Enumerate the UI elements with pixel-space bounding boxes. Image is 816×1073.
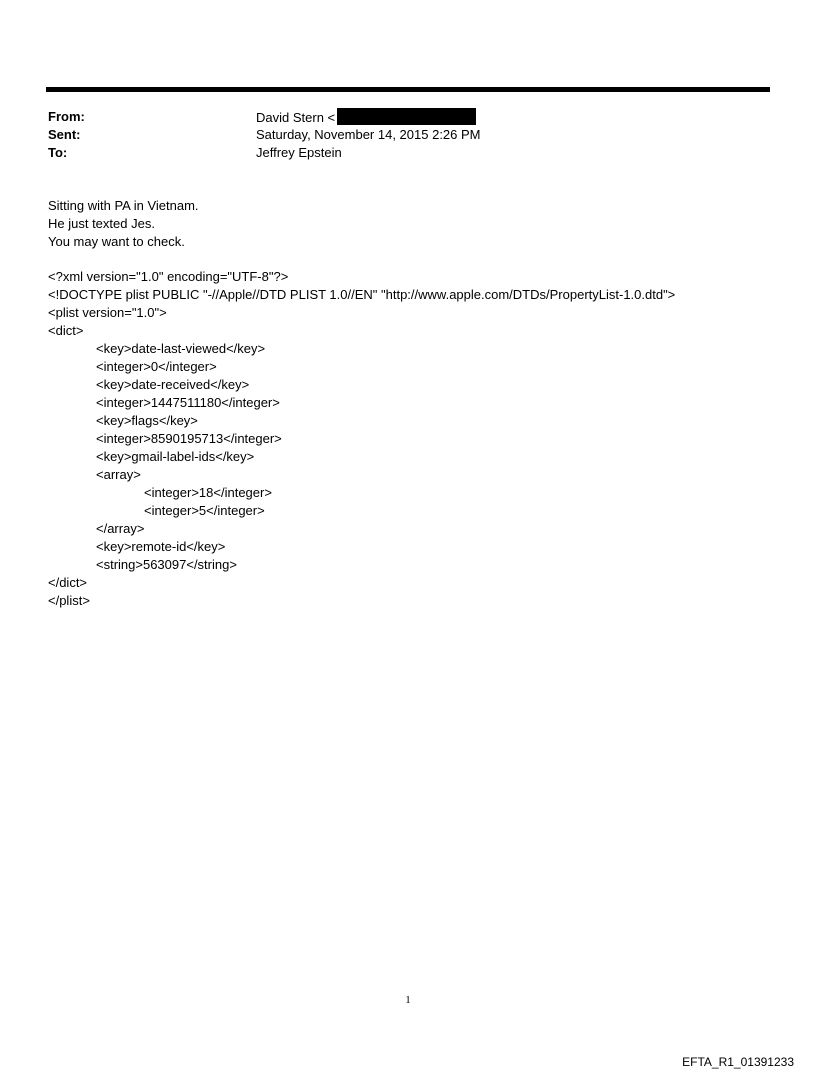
- code-line: </plist>: [48, 593, 90, 608]
- code-line: <key>gmail-label-ids</key>: [96, 449, 255, 464]
- code-line: <key>date-last-viewed</key>: [96, 341, 266, 356]
- sent-row: [48, 126, 748, 144]
- code-line: <integer>18</integer>: [144, 485, 272, 500]
- plist-metadata: [48, 268, 768, 610]
- body-line: Sitting with PA in Vietnam.: [48, 198, 199, 213]
- document-id: EFTA_R1_01391233: [682, 1055, 794, 1069]
- code-line: <array>: [96, 467, 141, 482]
- code-line: <key>flags</key>: [96, 413, 198, 428]
- sender-name: David Stern <: [256, 110, 336, 125]
- to-row: [48, 144, 748, 162]
- code-line: <integer>0</integer>: [96, 359, 217, 374]
- code-line: <integer>8590195713</integer>: [96, 431, 282, 446]
- message-body: [48, 197, 768, 251]
- from-row: [48, 108, 748, 126]
- page-number: 1: [405, 994, 411, 1006]
- code-line: <string>563097</string>: [96, 557, 237, 572]
- code-line: <integer>5</integer>: [144, 503, 265, 518]
- header-divider: [46, 87, 770, 92]
- code-line: </array>: [96, 521, 145, 536]
- from-value: [256, 108, 476, 127]
- code-line: </dict>: [48, 575, 88, 590]
- body-line: He just texted Jes.: [48, 216, 155, 231]
- code-line: <key>date-received</key>: [96, 377, 250, 392]
- code-line: <integer>1447511180</integer>: [96, 395, 280, 410]
- sent-label: Sent:: [48, 127, 81, 142]
- code-line: <plist version="1.0">: [48, 305, 167, 320]
- code-line: <dict>: [48, 323, 84, 338]
- email-header: [48, 108, 748, 162]
- code-line: <?xml version="1.0" encoding="UTF-8"?>: [48, 269, 289, 284]
- redaction-box: [337, 108, 476, 125]
- body-line: You may want to check.: [48, 234, 185, 249]
- from-label: From:: [48, 109, 85, 124]
- to-label: To:: [48, 145, 68, 160]
- to-value: Jeffrey Epstein: [256, 145, 342, 160]
- code-line: <!DOCTYPE plist PUBLIC "-//Apple//DTD PLIST 1.0//EN" "http://www.apple.com/DTDs/PropertyList-1.0.dtd">: [48, 287, 676, 302]
- code-line: <key>remote-id</key>: [96, 539, 226, 554]
- sent-value: Saturday, November 14, 2015 2:26 PM: [256, 127, 481, 142]
